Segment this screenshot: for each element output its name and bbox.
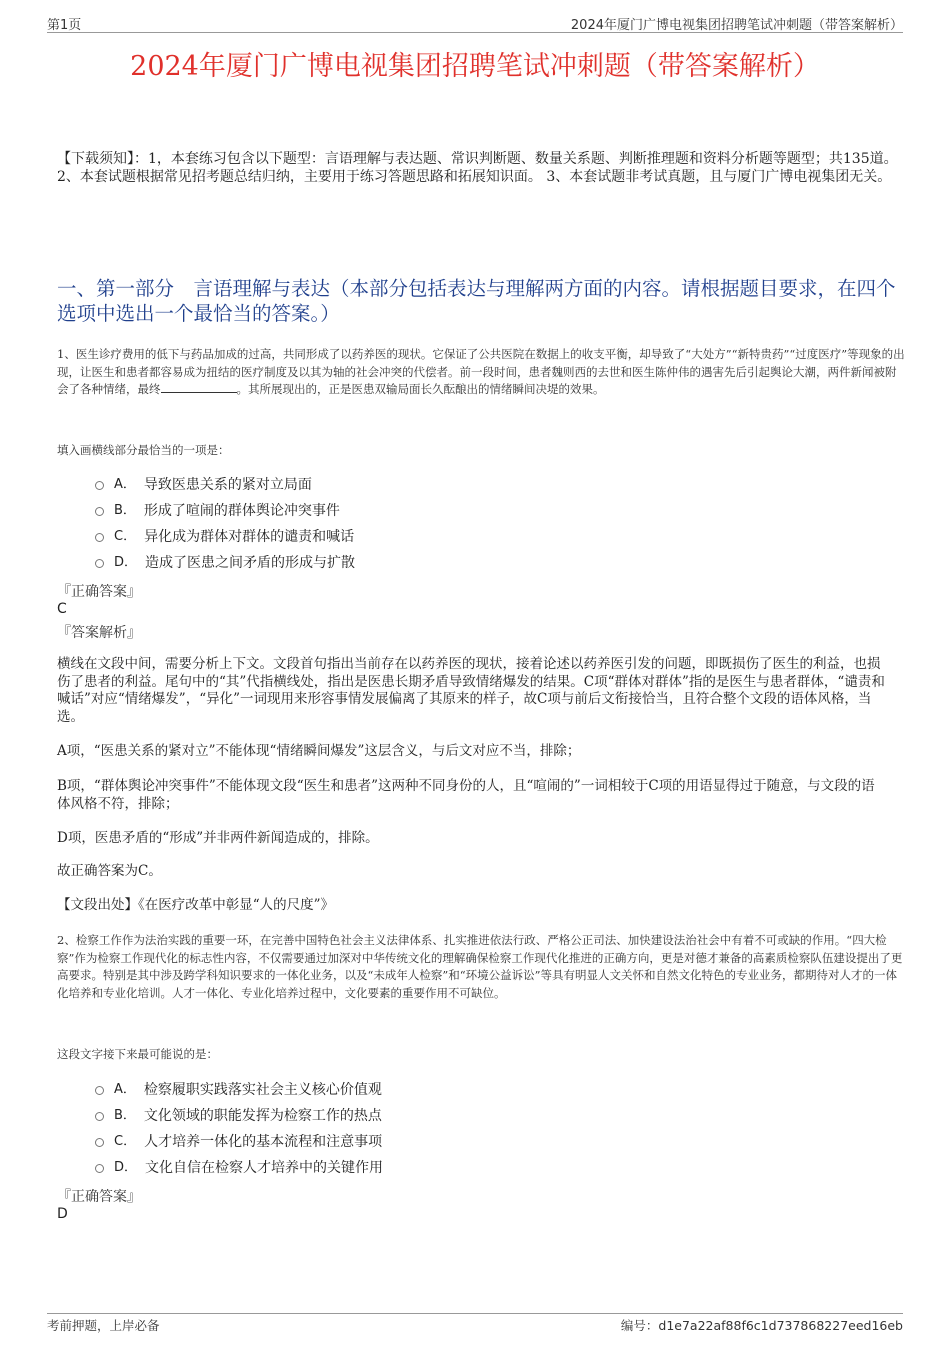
answer-blank <box>161 382 237 393</box>
analysis-label: 『答案解析』 <box>57 625 141 641</box>
radio-icon[interactable] <box>95 1138 104 1147</box>
page-header <box>47 14 903 33</box>
download-notice: 【下载须知】：1，本套练习包含以下题型：言语理解与表达题、常识判断题、数量关系题、判断推理题和资料分析题等题型；共135道。 2、本套试题根据常见招考题总结归纳，主要用于练习答题思路和拓展知识面。 3、本套试题非考试真题，且与厦门广博电视集团无关。 <box>57 151 898 185</box>
answer-value: D <box>57 1206 68 1222</box>
page-footer <box>47 1313 903 1333</box>
answer-value: C <box>57 601 67 617</box>
header-doc-title: 2024年厦门广博电视集团招聘笔试冲刺题（带答案解析） <box>570 18 903 33</box>
question-2-prompt: 这段文字接下来最可能说的是： <box>57 1047 218 1061</box>
radio-icon[interactable] <box>95 1112 104 1121</box>
answer-label: 『正确答案』 <box>57 584 141 600</box>
option-d[interactable]: D． 造成了医患之间矛盾的形成与扩散 <box>95 550 355 576</box>
radio-icon[interactable] <box>95 481 104 490</box>
option-c[interactable]: C． 异化成为群体对群体的谴责和喊话 <box>95 524 355 550</box>
analysis-paragraph: 故正确答案为C。 <box>57 863 162 879</box>
radio-icon[interactable] <box>95 1086 104 1095</box>
footer-slogan: 考前押题，上岸必备 <box>47 1318 160 1333</box>
question-1-options <box>95 472 355 576</box>
question-1-text: 1、医生诊疗费用的低下与药品加成的过高，共同形成了以药养医的现状。它保证了公共医院在数据上的收支平衡，却导致了“大处方”“新特贵药”“过度医疗”等现象的出现，让医生和患者都容易成为扭结的医疗制度及以其为轴的社会冲突的代偿者。前一段时间，患者魏则西的去世和医生陈仲伟的遇害先后引起舆论大潮，两件新闻被附会了各种情绪，最终 。其所展现出的，正是医患双输局面长久酝酿出的情绪瞬间决堤的效果。 <box>57 347 905 396</box>
analysis-paragraph: D项，医患矛盾的“形成”并非两件新闻造成的，排除。 <box>57 830 379 846</box>
question-1-prompt: 填入画横线部分最恰当的一项是： <box>57 443 230 457</box>
document-serial: 编号：d1e7a22af88f6c1d737868227eed16eb <box>620 1318 903 1333</box>
option-b[interactable]: B． 文化领域的职能发挥为检察工作的热点 <box>95 1103 383 1129</box>
option-b[interactable]: B． 形成了喧闹的群体舆论冲突事件 <box>95 498 355 524</box>
radio-icon[interactable] <box>95 559 104 568</box>
analysis-paragraph: A项，“医患关系的紧对立”不能体现“情绪瞬间爆发”这层含义，与后文对应不当，排除； <box>57 743 581 759</box>
radio-icon[interactable] <box>95 507 104 516</box>
radio-icon[interactable] <box>95 1164 104 1173</box>
question-2-options <box>95 1077 383 1181</box>
answer-label: 『正确答案』 <box>57 1189 141 1205</box>
analysis-paragraph: B项，“群体舆论冲突事件”不能体现文段“医生和患者”这两种不同身份的人，且“喧闹的”一词相较于C项的用语显得过于随意，与文段的语体风格不符，排除； <box>57 778 875 812</box>
option-c[interactable]: C． 人才培养一体化的基本流程和注意事项 <box>95 1129 383 1155</box>
option-a[interactable]: A． 检察履职实践落实社会主义核心价值观 <box>95 1077 383 1103</box>
source-citation: 【文段出处】《在医疗改革中彰显“人的尺度”》 <box>57 897 335 913</box>
section-heading: 一、第一部分 言语理解与表达（本部分包括表达与理解两方面的内容。请根据题目要求，在四个选项中选出一个最恰当的答案。） <box>57 277 896 325</box>
analysis-paragraph: 横线在文段中间，需要分析上下文。文段首句指出当前存在以药养医的现状，接着论述以药养医引发的问题，即既损伤了医生的利益，也损伤了患者的利益。尾句中的“其”代指横线处，指出是医患长期矛盾导致情绪爆发的结果。C项“群体对群体”指的是医生与患者群体，“谴责和喊话”对应“情绪爆发”，“异化”一词现用来形容事情发展偏离了其原来的样子，故C项与前后文衔接恰当，且符合整个文段的语体风格，当选。 <box>57 656 885 725</box>
page-number: 第1页 <box>47 18 82 33</box>
option-a[interactable]: A． 导致医患关系的紧对立局面 <box>95 472 355 498</box>
radio-icon[interactable] <box>95 533 104 542</box>
question-2-text: 2、检察工作作为法治实践的重要一环，在完善中国特色社会主义法律体系、扎实推进依法行政、严格公正司法、加快建设法治社会中有着不可或缺的作用。“四大检察”作为检察工作现代化的标志性内容，不仅需要通过加深对中华传统文化的理解确保检察工作现代化推进的正确方向，更是对德才兼备的高素质检察队伍建设提出了更高要求。特别是其中涉及跨学科知识要求的一体化业务，以及“未成年人检察”和“环境公益诉讼”等具有明显人文关怀和自然文化特色的专业业务，都期待对人才的一体化培养和专业化培训。人才一体化、专业化培养过程中，文化要素的重要作用不可缺位。 <box>57 933 903 1000</box>
document-title: 2024年厦门广博电视集团招聘笔试冲刺题（带答案解析） <box>130 51 820 82</box>
option-d[interactable]: D． 文化自信在检察人才培养中的关键作用 <box>95 1155 383 1181</box>
